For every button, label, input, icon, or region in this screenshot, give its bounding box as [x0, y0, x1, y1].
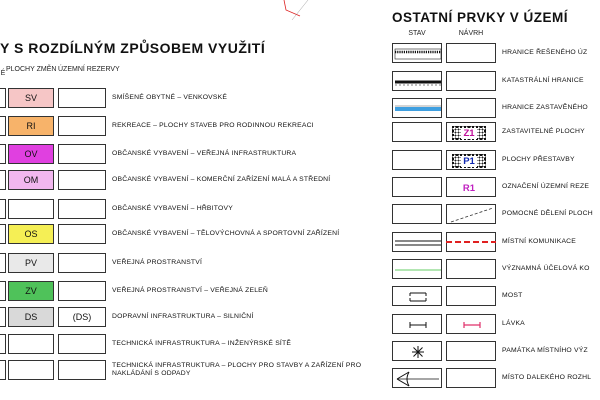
- legend-description-text: TECHNICKÁ INFRASTRUKTURA – PLOCHY PRO STAVBY A ZAŘÍZENÍ PRO NAKLÁDÁNÍ S ODPADY: [112, 362, 362, 377]
- legend-stav-symbol: [392, 122, 442, 142]
- legend-description: [112, 116, 314, 136]
- legend-row: [392, 259, 600, 279]
- legend-description-text: PAMÁTKA MÍSTNÍHO VÝZ: [502, 347, 588, 354]
- legend-reserve-swatch: [58, 199, 106, 219]
- legend-zmeny-swatch: [8, 224, 54, 244]
- legend-stav-symbol: [392, 314, 442, 334]
- map-fragment-decoration: [270, 0, 340, 20]
- legend-row: [392, 341, 600, 361]
- legend-description-text: HRANICE ŘEŠENÉHO ÚZ: [502, 49, 588, 56]
- legend-description-text: MÍSTNÍ KOMUNIKACE: [502, 238, 577, 245]
- legend-description: [112, 253, 202, 273]
- legend-stav-symbol: [392, 341, 442, 361]
- legend-navrh-symbol: [446, 286, 496, 306]
- legend-code: RI: [26, 121, 36, 131]
- legend-code-badge: [452, 126, 486, 140]
- legend-description: [112, 281, 268, 301]
- legend-code: SV: [24, 93, 37, 103]
- legend-row: [0, 307, 380, 327]
- legend-stav-swatch: [0, 253, 6, 273]
- legend-row: [392, 43, 600, 63]
- legend-code-badge: [452, 154, 486, 168]
- legend-stav-swatch: [0, 116, 6, 136]
- legend-description: [502, 71, 584, 91]
- legend-stav-swatch: [0, 88, 6, 108]
- legend-row: [0, 360, 380, 380]
- legend-zmeny-swatch: [8, 253, 54, 273]
- legend-navrh-symbol: [446, 98, 496, 118]
- legend-code: DS: [24, 312, 38, 322]
- legend-zmeny-swatch: [8, 360, 54, 380]
- legend-description-text: OBČANSKÉ VYBAVENÍ – HŘBITOVY: [112, 205, 233, 212]
- legend-stav-symbol: [392, 98, 442, 118]
- legend-description: [112, 224, 339, 244]
- legend-row: [392, 314, 600, 334]
- legend-description: [502, 177, 589, 197]
- legend-row: [0, 88, 380, 108]
- legend-row: [0, 116, 380, 136]
- column-header-stav: STAV: [408, 30, 426, 37]
- legend-stav-symbol: [392, 232, 442, 252]
- legend-code: OS: [24, 229, 38, 239]
- legend-description: [502, 150, 575, 170]
- legend-description: [502, 259, 590, 279]
- legend-zmeny-swatch: [8, 334, 54, 354]
- legend-description: [502, 314, 525, 334]
- legend-stav-swatch: [0, 307, 6, 327]
- legend-reserve-swatch: [58, 224, 106, 244]
- legend-stav-swatch: [0, 281, 6, 301]
- column-header-uzemni-rezervy: ÚZEMNÍ REZERVY: [58, 66, 120, 73]
- legend-zmeny-swatch: [8, 199, 54, 219]
- column-header-navrh: NÁVRH: [458, 30, 484, 37]
- legend-stav-swatch: [0, 144, 6, 164]
- legend-description-text: SMÍŠENÉ OBYTNÉ – VENKOVSKÉ: [112, 94, 228, 101]
- legend-stav-symbol: [392, 177, 442, 197]
- legend-description-text: POMOCNÉ DĚLENÍ PLOCH: [502, 210, 593, 217]
- legend-reserve-swatch: [58, 307, 106, 327]
- legend-row: [0, 334, 380, 354]
- legend-row: [392, 122, 600, 142]
- legend-stav-swatch: [0, 199, 6, 219]
- legend-zmeny-swatch: [8, 144, 54, 164]
- legend-description: [112, 334, 291, 354]
- legend-navrh-symbol: [446, 259, 496, 279]
- legend-description: [502, 286, 522, 306]
- legend-description-text: OBČANSKÉ VYBAVENÍ – TĚLOVÝCHOVNÁ A SPORTOVNÍ ZAŘÍZENÍ: [112, 230, 340, 237]
- legend-row: [0, 199, 380, 219]
- legend-stav-symbol: [392, 286, 442, 306]
- legend-code: OM: [23, 175, 39, 185]
- legend-description: [502, 368, 591, 388]
- road-proposal-symbol: [446, 232, 496, 252]
- legend-stav-swatch: [0, 170, 6, 190]
- legend-navrh-symbol: [446, 122, 496, 142]
- legend-row: [0, 170, 380, 190]
- legend-code: R1: [462, 182, 476, 194]
- legend-row: [392, 177, 600, 197]
- legend-description: [502, 98, 588, 118]
- legend-reserve-swatch: [58, 360, 106, 380]
- legend-description: [112, 360, 362, 380]
- legend-stav-swatch: [0, 224, 6, 244]
- legend-navrh-symbol: [446, 204, 496, 224]
- legend-stav-symbol: [392, 368, 442, 388]
- legend-reserve-swatch: [58, 144, 106, 164]
- legend-row: [0, 144, 380, 164]
- legend-stav-symbol: [392, 150, 442, 170]
- legend-description: [502, 43, 587, 63]
- legend-description: [112, 307, 254, 327]
- legend-description: [502, 122, 585, 142]
- legend-zmeny-swatch: [8, 170, 54, 190]
- legend-navrh-symbol: [446, 314, 496, 334]
- legend-reserve-swatch: [58, 334, 106, 354]
- legend-zmeny-swatch: [8, 88, 54, 108]
- legend-row: [0, 281, 380, 301]
- legend-reserve-swatch: [58, 281, 106, 301]
- legend-description-text: HRANICE ZASTAVĚNÉHO: [502, 104, 588, 111]
- left-legend-title: Y S ROZDÍLNÝM ZPŮSOBEM VYUŽITÍ: [0, 40, 266, 56]
- legend-navrh-symbol: [446, 150, 496, 170]
- legend-description-text: ZASTAVITELNÉ PLOCHY: [502, 128, 585, 135]
- legend-stav-symbol: [392, 259, 442, 279]
- legend-reserve-swatch: [58, 88, 106, 108]
- legend-code: PV: [24, 258, 37, 268]
- legend-code: ZV: [25, 286, 37, 296]
- legend-description: [112, 144, 296, 164]
- legend-description-text: TECHNICKÁ INFRASTRUKTURA – INŽENÝRSKÉ SÍTĚ: [112, 340, 292, 347]
- legend-navrh-symbol: [446, 43, 496, 63]
- legend-description-text: MOST: [502, 292, 523, 299]
- legend-description: [502, 341, 588, 361]
- legend-row: [392, 232, 600, 252]
- legend-row: [392, 98, 600, 118]
- legend-zmeny-swatch: [8, 281, 54, 301]
- legend-code: Z1: [463, 127, 475, 139]
- legend-description-text: OBČANSKÉ VYBAVENÍ – VEŘEJNÁ INFRASTRUKTURA: [112, 150, 297, 157]
- legend-code: P1: [463, 155, 475, 167]
- legend-description-text: MÍSTO DALEKÉHO ROZHL: [502, 374, 592, 381]
- legend-zmeny-swatch: [8, 116, 54, 136]
- legend-description-text: REKREACE – PLOCHY STAVEB PRO RODINNOU REKREACI: [112, 122, 314, 129]
- legend-description-text: DOPRAVNÍ INFRASTRUKTURA – SILNIČNÍ: [112, 313, 254, 320]
- legend-description: [112, 199, 233, 219]
- legend-row: [392, 71, 600, 91]
- right-legend-title: OSTATNÍ PRVKY V ÚZEMÍ: [392, 10, 569, 25]
- legend-stav-swatch: [0, 334, 6, 354]
- legend-reserve-swatch: [58, 253, 106, 273]
- legend-zmeny-swatch: [8, 307, 54, 327]
- legend-stav-symbol: [392, 43, 442, 63]
- legend-row: [392, 204, 600, 224]
- legend-reserve-swatch: [58, 116, 106, 136]
- legend-row: [392, 150, 600, 170]
- legend-stav-swatch: [0, 360, 6, 380]
- legend-description-text: LÁVKA: [502, 320, 525, 327]
- legend-navrh-symbol: [446, 368, 496, 388]
- legend-stav-symbol: [392, 71, 442, 91]
- legend-description-text: OZNAČENÍ ÚZEMNÍ REZE: [502, 183, 590, 190]
- legend-description-text: VEŘEJNÁ PROSTRANSTVÍ: [112, 259, 203, 266]
- legend-description-text: OBČANSKÉ VYBAVENÍ – KOMERČNÍ ZAŘÍZENÍ MALÁ A STŘEDNÍ: [112, 176, 331, 183]
- legend-reserve-swatch: [58, 170, 106, 190]
- legend-navrh-symbol: [446, 341, 496, 361]
- legend-description: [502, 232, 576, 252]
- legend-stav-symbol: [392, 204, 442, 224]
- legend-description: [112, 170, 330, 190]
- legend-row: [392, 286, 600, 306]
- legend-code-badge: [452, 181, 486, 195]
- legend-row: [392, 368, 600, 388]
- legend-reserve-code: (DS): [72, 312, 92, 322]
- legend-description-text: VEŘEJNÁ PROSTRANSTVÍ – VEŘEJNÁ ZELEŇ: [112, 287, 269, 294]
- legend-row: [0, 253, 380, 273]
- column-header-plochy-zmen: PLOCHY ZMĚN: [6, 66, 57, 73]
- legend-navrh-symbol: [446, 71, 496, 91]
- legend-code: OV: [24, 149, 38, 159]
- legend-description-text: KATASTRÁLNÍ HRANICE: [502, 77, 584, 84]
- legend-navrh-symbol: [446, 177, 496, 197]
- legend-description: [112, 88, 227, 108]
- legend-row: [0, 224, 380, 244]
- legend-description-text: VÝZNAMNÁ ÚČELOVÁ KO: [502, 265, 590, 272]
- column-header-partial: É: [0, 70, 6, 77]
- legend-description: [502, 204, 593, 224]
- legend-description-text: PLOCHY PŘESTAVBY: [502, 156, 575, 163]
